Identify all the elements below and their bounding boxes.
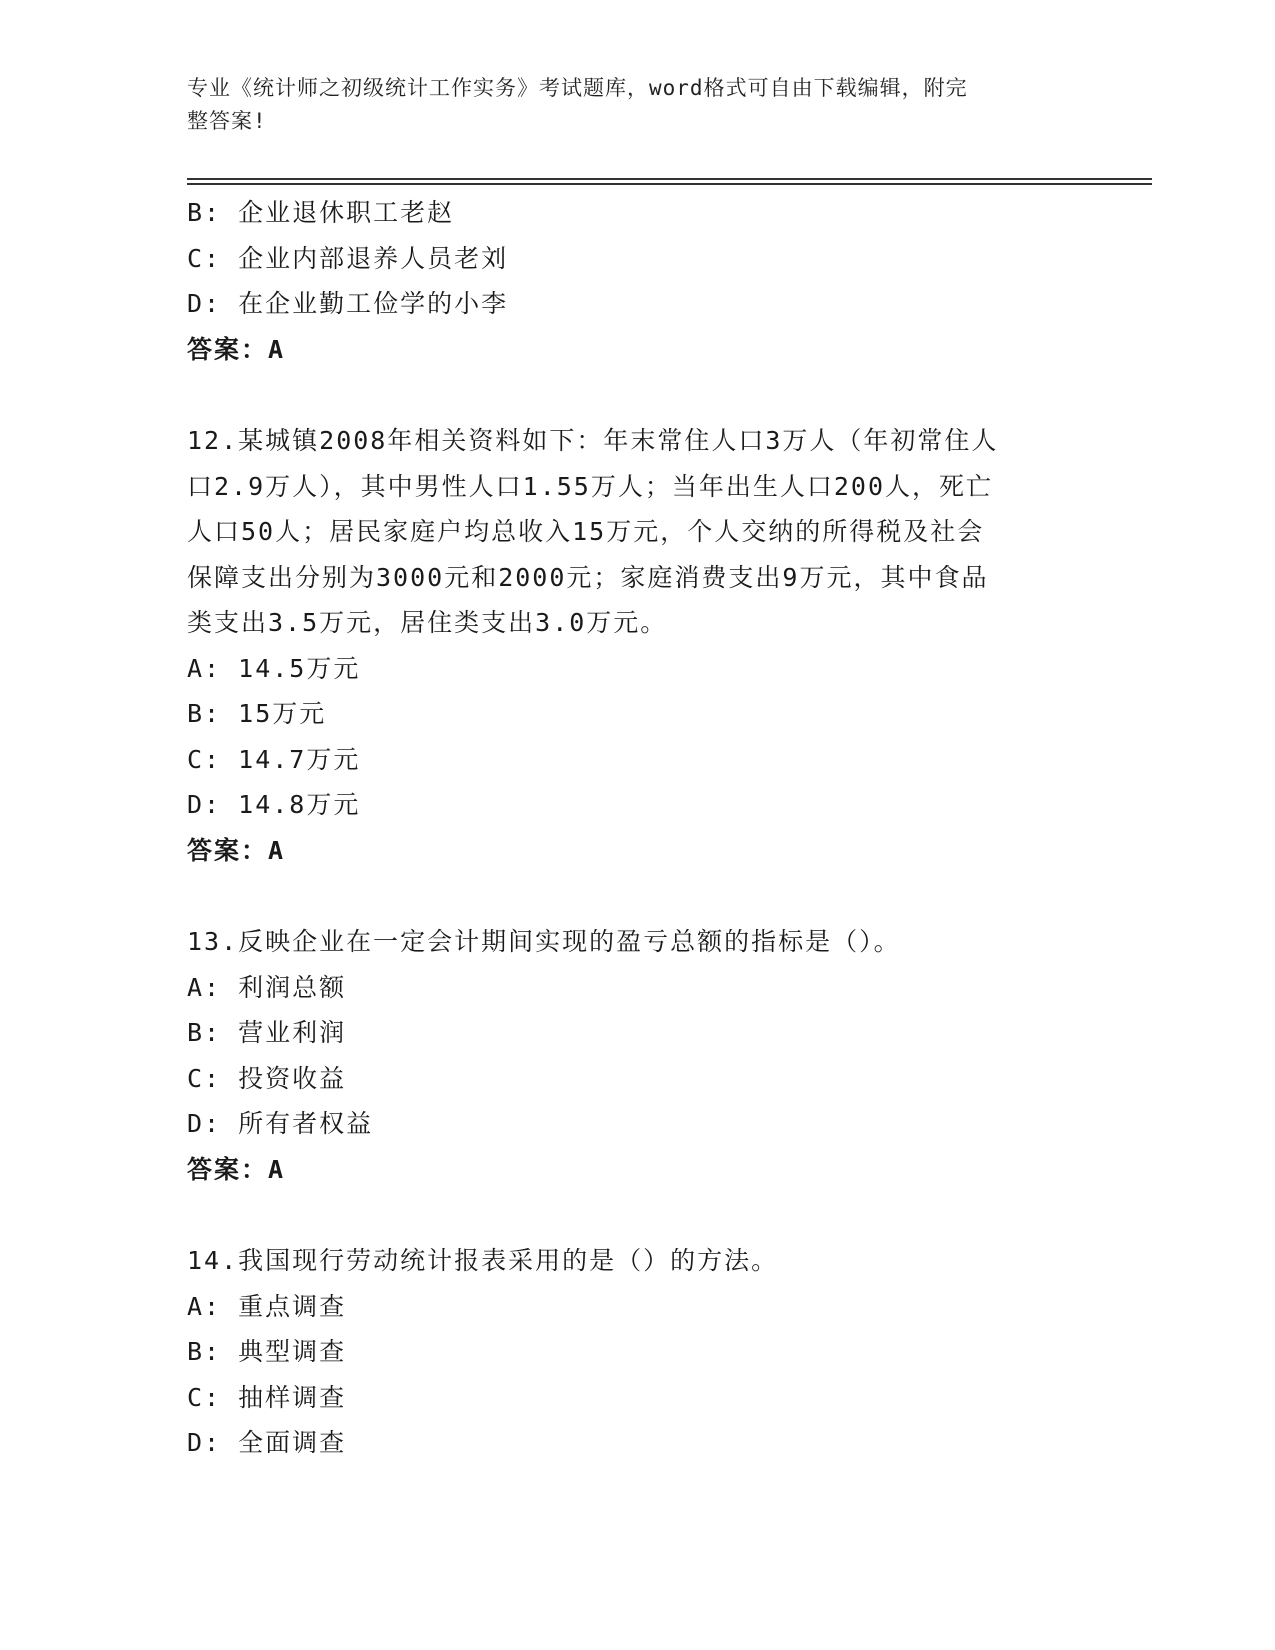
option-c: C: 14.7万元 xyxy=(187,744,361,774)
document-header xyxy=(187,72,1067,138)
option-d: D: 在企业勤工俭学的小李 xyxy=(187,289,509,318)
option-d: D: 14.8万元 xyxy=(187,790,361,819)
option-b: B: 营业利润 xyxy=(187,1018,347,1047)
answer-line: 答案：A xyxy=(187,334,286,364)
question-stem-line: 人口50人；居民家庭户均总收入15万元，个人交纳的所得税及社会 xyxy=(187,517,985,546)
question-stem-line: 口2.9万人），其中男性人口1.55万人；当年出生人口200人，死亡 xyxy=(187,471,994,501)
answer-line: 答案：A xyxy=(187,1154,286,1184)
header-line-2: 整答案! xyxy=(187,109,267,133)
question-14 xyxy=(187,1238,1067,1466)
question-11-continued xyxy=(187,190,1067,372)
question-12 xyxy=(187,418,1067,873)
question-stem-line: 13.反映企业在一定会计期间实现的盈亏总额的指标是（）。 xyxy=(187,927,901,956)
question-stem-line: 14.我国现行劳动统计报表采用的是（）的方法。 xyxy=(187,1246,779,1275)
question-stem-line: 保障支出分别为3000元和2000元；家庭消费支出9万元，其中食品 xyxy=(187,562,989,592)
option-b: B: 典型调查 xyxy=(187,1337,347,1366)
header-divider-bottom xyxy=(187,183,1152,185)
option-a: A: 重点调查 xyxy=(187,1291,347,1321)
answer-line: 答案：A xyxy=(187,835,286,865)
option-c: C: 抽样调查 xyxy=(187,1382,347,1412)
question-stem-line: 12.某城镇2008年相关资料如下：年末常住人口3万人（年初常住人 xyxy=(187,426,999,455)
option-d: D: 全面调查 xyxy=(187,1428,347,1457)
option-b: B: 企业退休职工老赵 xyxy=(187,198,455,227)
option-b: B: 15万元 xyxy=(187,699,327,728)
option-c: C: 投资收益 xyxy=(187,1063,347,1093)
option-c: C: 企业内部退养人员老刘 xyxy=(187,243,509,273)
header-line-1: 专业《统计师之初级统计工作实务》考试题库，word格式可自由下载编辑，附完 xyxy=(187,76,968,100)
option-a: A: 利润总额 xyxy=(187,972,347,1002)
question-13 xyxy=(187,919,1067,1192)
option-a: A: 14.5万元 xyxy=(187,653,361,683)
question-content xyxy=(187,190,1067,1466)
header-divider-top xyxy=(187,178,1152,180)
option-d: D: 所有者权益 xyxy=(187,1109,374,1138)
question-stem-line: 类支出3.5万元，居住类支出3.0万元。 xyxy=(187,608,668,637)
